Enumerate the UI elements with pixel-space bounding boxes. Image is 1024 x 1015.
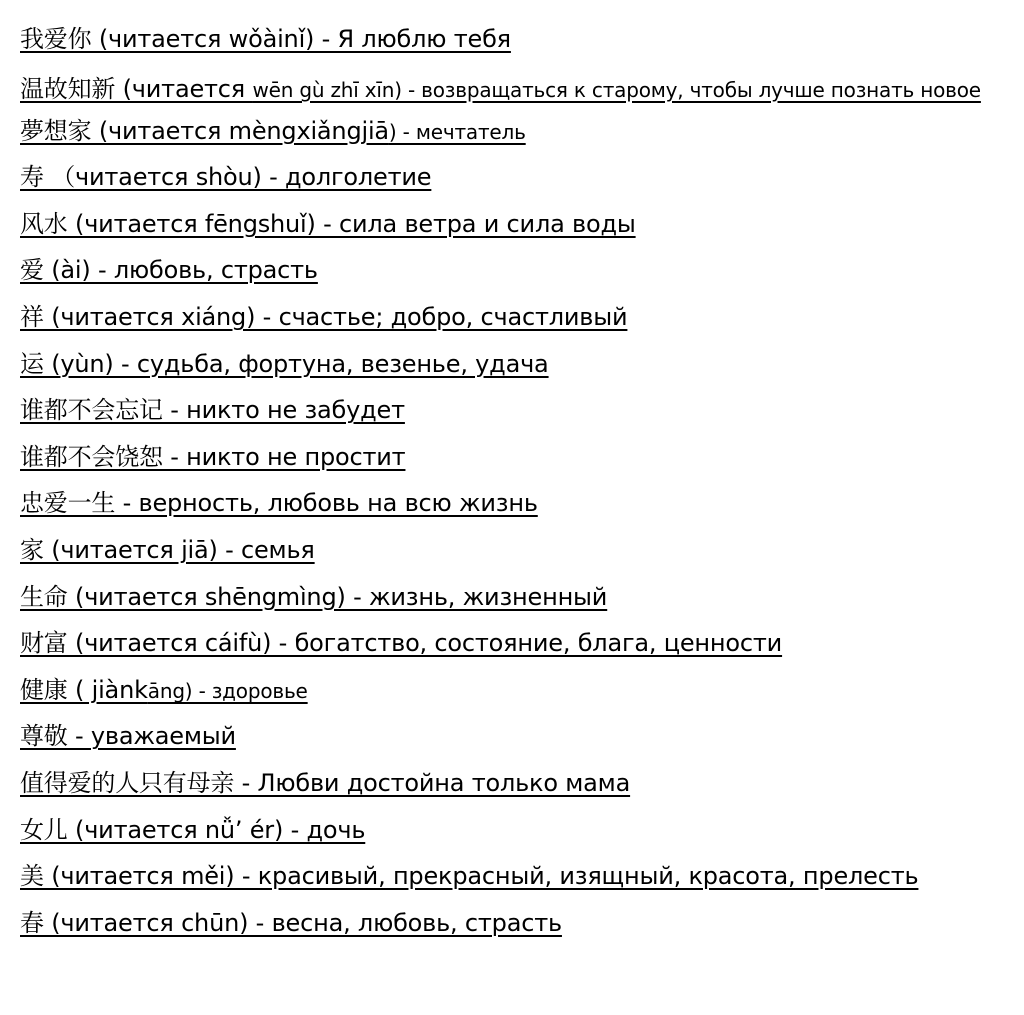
entry-text: 忠爱一生 - верность, любовь на всю жизнь (20, 489, 538, 518)
entry-text: 女儿 (читается nǚ’ ér) - дочь (20, 815, 366, 844)
entry-line-4 (20, 162, 1010, 193)
document-page (20, 24, 1010, 954)
entry-line-17 (20, 768, 1010, 799)
entry-line-2 (20, 71, 1010, 108)
entry-text-small: wēn gù zhī xīn) - возвращаться к старому, чтобы лучше познать новое (252, 77, 981, 102)
entry-text: 谁都不会饶恕 - никто не простит (20, 442, 406, 471)
entry-line-7 (20, 302, 1010, 333)
entry-line-11 (20, 488, 1010, 519)
entry-line-20 (20, 908, 1010, 939)
entry-text: 谁都不会忘记 - никто не забудет (20, 396, 405, 425)
entry-line-16 (20, 721, 1010, 752)
entry-text: 财富 (читается cáifù) - богатство, состояние, блага, ценности (20, 629, 783, 658)
entry-line-15 (20, 675, 1010, 706)
entry-text: 爱 (ài) - любовь, страсть (20, 256, 318, 285)
entry-text: 我爱你 (читается wǒàinǐ) - Я люблю тебя (20, 25, 511, 53)
entry-line-1 (20, 24, 1010, 55)
entry-text: 寿 （читается shòu) - долголетие (20, 163, 432, 192)
entry-line-10 (20, 442, 1010, 473)
entry-line-18 (20, 815, 1010, 846)
entry-line-5 (20, 209, 1010, 240)
entry-line-8 (20, 349, 1010, 380)
entry-text: 值得爱的人只有母亲 - Любви достойна только мама (20, 768, 631, 797)
entry-line-14 (20, 628, 1010, 659)
entry-text: 生命 (читается shēngmìng) - жизнь, жизненный (20, 582, 608, 611)
entry-text-small: ) - мечтатель (388, 119, 526, 144)
entry-line-6 (20, 255, 1010, 286)
entry-line-3 (20, 116, 1010, 147)
entry-line-13 (20, 582, 1010, 613)
entry-text-small: āng) - здоровье (147, 678, 308, 703)
entry-text: 尊敬 - уважаемый (20, 722, 236, 751)
entry-text: 运 (yùn) - судьба, фортуна, везенье, удача (20, 349, 549, 378)
entry-text: 风水 (читается fēngshuǐ) - сила ветра и сила воды (20, 209, 636, 238)
entry-line-12 (20, 535, 1010, 566)
entry-text: 春 (читается chūn) - весна, любовь, страсть (20, 908, 562, 937)
entry-text: 夢想家 (читается mèngxiǎngjiā (20, 116, 389, 145)
entry-text: 温故知新 (читается (20, 74, 253, 103)
entry-line-19 (20, 861, 1010, 892)
entry-text: 健康 ( jiànk (20, 675, 148, 704)
entry-line-9 (20, 395, 1010, 426)
entry-text: 家 (читается jiā) - семья (20, 535, 315, 564)
entry-text: 美 (читается měi) - красивый, прекрасный, изящный, красота, прелесть (20, 862, 919, 891)
entry-text: 祥 (читается xiáng) - счастье; добро, счастливый (20, 302, 628, 331)
